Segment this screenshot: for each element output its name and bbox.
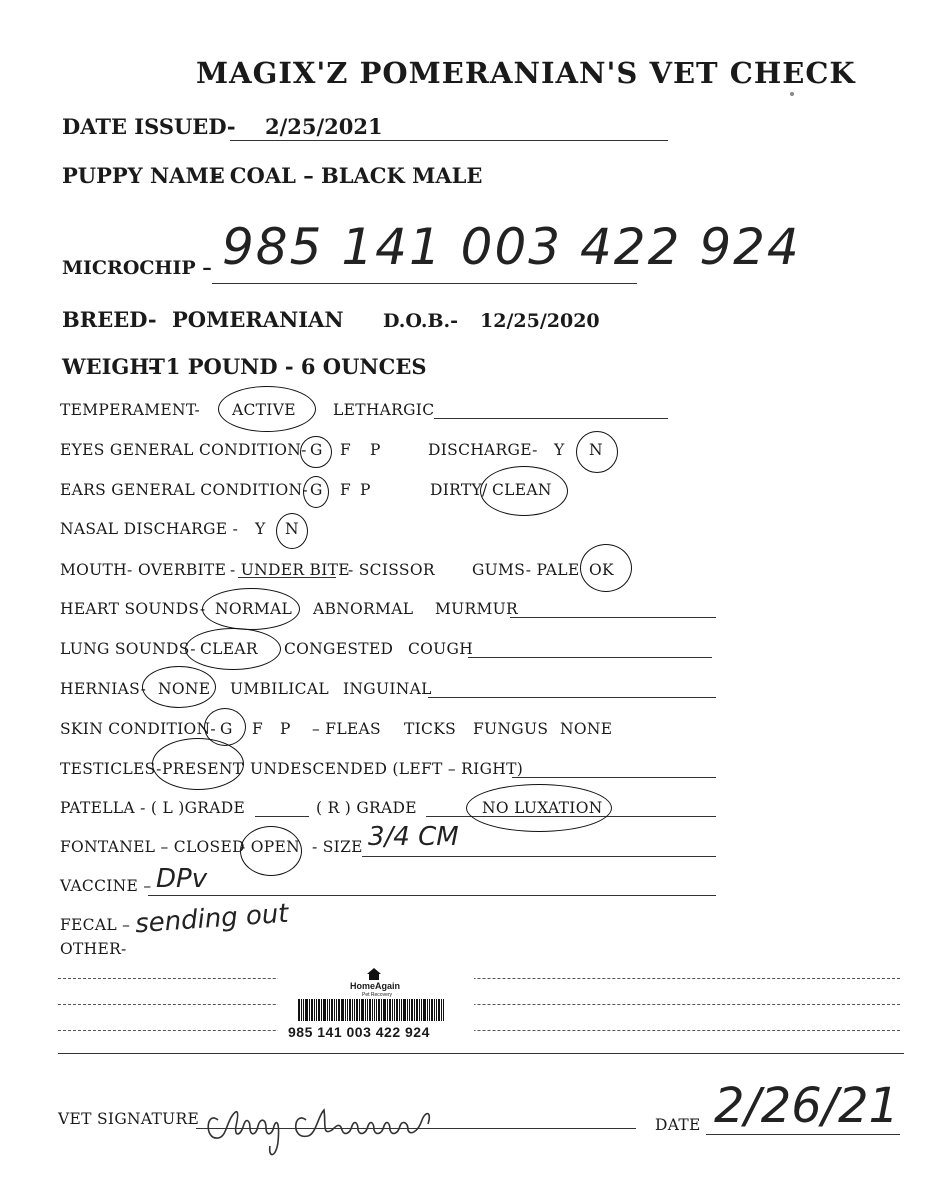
vaccine-label: VACCINE – bbox=[60, 877, 152, 895]
eyes-g: G bbox=[310, 441, 323, 459]
eyes-y: Y bbox=[554, 441, 565, 459]
other-line-3 bbox=[58, 1030, 900, 1031]
temperament-line bbox=[434, 418, 668, 419]
barcode-bar bbox=[314, 999, 315, 1021]
fontanel-size-handwritten: 3/4 CM bbox=[368, 822, 459, 852]
barcode-bar bbox=[303, 999, 304, 1021]
weight-value: – 1 POUND - 6 OUNCES bbox=[148, 354, 427, 379]
heart-abnormal: ABNORMAL bbox=[313, 600, 414, 618]
eyes-n-circle bbox=[576, 431, 618, 473]
date-handwritten: 2/26/21 bbox=[714, 1078, 900, 1134]
barcode-bar bbox=[403, 999, 406, 1021]
barcode-bar bbox=[298, 999, 300, 1021]
gums-ok: OK bbox=[589, 561, 614, 579]
gums-label: GUMS- PALE bbox=[472, 561, 580, 579]
eyes-n: N bbox=[589, 441, 603, 459]
barcode-bar bbox=[436, 999, 437, 1021]
skin-label: SKIN CONDITION- bbox=[60, 720, 216, 738]
ears-clean-circle bbox=[480, 466, 568, 516]
barcode-bar bbox=[376, 999, 377, 1021]
eyes-discharge: DISCHARGE- bbox=[428, 441, 538, 459]
other-label: OTHER- bbox=[60, 940, 127, 958]
fontanel-label: FONTANEL – CLOSED bbox=[60, 838, 245, 856]
barcode-bar bbox=[414, 999, 415, 1021]
mouth-label: MOUTH- bbox=[60, 561, 133, 579]
barcode-bar bbox=[347, 999, 348, 1021]
barcode-bar bbox=[352, 999, 353, 1021]
barcode-bar bbox=[361, 999, 364, 1021]
eyes-label: EYES GENERAL CONDITION- bbox=[60, 441, 307, 459]
microchip-label: MICROCHIP – bbox=[62, 257, 212, 279]
ears-dirty: DIRTY/ bbox=[430, 481, 488, 499]
temperament-active: ACTIVE bbox=[232, 401, 296, 419]
barcode-bar bbox=[336, 999, 337, 1021]
barcode-bar bbox=[394, 999, 395, 1021]
barcode-bar bbox=[416, 999, 418, 1021]
underbite-underline bbox=[238, 577, 336, 578]
lung-label: LUNG SOUNDS- bbox=[60, 640, 196, 658]
eyes-f: F bbox=[340, 441, 352, 459]
hernias-inguinal: INGUINAL bbox=[343, 680, 432, 698]
skin-fungus: FUNGUS bbox=[473, 720, 549, 738]
patella-left-line bbox=[255, 816, 309, 817]
weight-label: WEIGHT bbox=[62, 354, 165, 379]
barcode-bar bbox=[387, 999, 388, 1021]
skin-fleas: – FLEAS bbox=[312, 720, 381, 738]
barcode-bar bbox=[349, 999, 351, 1021]
ears-label: EARS GENERAL CONDITION- bbox=[60, 481, 308, 499]
nasal-y: Y bbox=[255, 520, 266, 538]
barcode-bar bbox=[441, 999, 442, 1021]
barcode-bar bbox=[356, 999, 358, 1021]
date-issued-value: 2/25/2021 bbox=[265, 114, 383, 139]
barcode-bar bbox=[301, 999, 302, 1021]
hernias-none-circle bbox=[142, 666, 216, 708]
heart-normal-circle bbox=[202, 588, 300, 630]
hernias-umbilical: UMBILICAL bbox=[230, 680, 329, 698]
heart-normal: NORMAL bbox=[215, 600, 293, 618]
fontanel-size: - SIZE bbox=[312, 838, 363, 856]
patella-right: ( R ) GRADE bbox=[316, 799, 417, 817]
hernias-line bbox=[428, 697, 716, 698]
testicles-present-circle bbox=[152, 738, 244, 790]
other-line-1 bbox=[58, 978, 900, 979]
heart-label: HEART SOUNDS- bbox=[60, 600, 206, 618]
testicles-label: TESTICLES- bbox=[60, 760, 162, 778]
barcode-bar bbox=[429, 999, 430, 1021]
heart-murmur: MURMUR bbox=[435, 600, 519, 618]
date-label: DATE bbox=[655, 1116, 701, 1134]
vaccine-handwritten: DPv bbox=[156, 864, 208, 894]
nasal-n-circle bbox=[276, 513, 308, 549]
microchip-handwritten: 985 141 003 422 924 bbox=[222, 218, 801, 276]
barcode-bar bbox=[372, 999, 373, 1021]
other-bottom-rule bbox=[58, 1053, 904, 1054]
barcode-bar bbox=[365, 999, 366, 1021]
noluxation-circle bbox=[466, 784, 612, 832]
lung-line bbox=[468, 657, 712, 658]
date-issued-line bbox=[230, 140, 668, 141]
barcode-bar bbox=[323, 999, 326, 1021]
barcode-bar bbox=[345, 999, 346, 1021]
skin-g: G bbox=[220, 720, 233, 738]
lung-clear-circle bbox=[185, 628, 281, 670]
testicles-present: PRESENT bbox=[162, 760, 244, 778]
barcode-bar bbox=[309, 999, 310, 1021]
sticker-barcode bbox=[298, 999, 445, 1021]
fontanel-line bbox=[362, 856, 716, 857]
fecal-label: FECAL – bbox=[60, 916, 131, 934]
barcode-bar bbox=[383, 999, 386, 1021]
ears-g: G bbox=[310, 481, 323, 499]
barcode-bar bbox=[389, 999, 391, 1021]
barcode-bar bbox=[331, 999, 333, 1021]
barcode-bar bbox=[399, 999, 400, 1021]
barcode-bar bbox=[367, 999, 368, 1021]
barcode-bar bbox=[411, 999, 413, 1021]
skin-none: NONE bbox=[560, 720, 613, 738]
eyes-p: P bbox=[370, 441, 381, 459]
barcode-bar bbox=[378, 999, 380, 1021]
lung-cough: COUGH bbox=[408, 640, 474, 658]
barcode-bar bbox=[334, 999, 335, 1021]
barcode-bar bbox=[341, 999, 344, 1021]
temperament-label: TEMPERAMENT- bbox=[60, 401, 201, 419]
temperament-lethargic: LETHARGIC bbox=[333, 401, 435, 419]
testicles-line bbox=[512, 777, 716, 778]
other-line-2 bbox=[58, 1004, 900, 1005]
house-icon bbox=[366, 967, 382, 981]
barcode-bar bbox=[419, 999, 420, 1021]
gums-ok-circle bbox=[580, 544, 632, 592]
vet-signature-label: VET SIGNATURE bbox=[58, 1110, 200, 1128]
nasal-label: NASAL DISCHARGE - bbox=[60, 520, 239, 538]
barcode-bar bbox=[329, 999, 330, 1021]
mouth-overbite: OVERBITE bbox=[138, 561, 227, 579]
microchip-sticker bbox=[278, 965, 474, 1047]
barcode-bar bbox=[321, 999, 322, 1021]
page-title: MAGIX'Z POMERANIAN'S VET CHECK bbox=[196, 56, 856, 90]
mouth-scissor: - SCISSOR bbox=[348, 561, 435, 579]
barcode-bar bbox=[396, 999, 398, 1021]
fontanel-open: - OPEN bbox=[240, 838, 300, 856]
barcode-bar bbox=[381, 999, 382, 1021]
barcode-bar bbox=[311, 999, 313, 1021]
breed-value: POMERANIAN bbox=[172, 307, 344, 332]
dob-value: 12/25/2020 bbox=[480, 310, 600, 332]
patella-label: PATELLA - ( L )GRADE bbox=[60, 799, 246, 817]
ears-g-circle bbox=[303, 476, 329, 508]
microchip-line bbox=[212, 283, 637, 284]
breed-label: BREED- bbox=[62, 307, 157, 332]
lung-congested: CONGESTED bbox=[284, 640, 394, 658]
barcode-bar bbox=[318, 999, 320, 1021]
barcode-bar bbox=[409, 999, 410, 1021]
puppy-name-value: – COAL – BLACK MALE bbox=[212, 163, 483, 188]
lung-clear: CLEAR bbox=[200, 640, 258, 658]
hernias-none: NONE bbox=[158, 680, 211, 698]
barcode-bar bbox=[427, 999, 428, 1021]
ears-clean: CLEAN bbox=[492, 481, 552, 499]
barcode-bar bbox=[434, 999, 435, 1021]
nasal-n: N bbox=[285, 520, 299, 538]
barcode-bar bbox=[421, 999, 422, 1021]
scan-speck bbox=[790, 92, 794, 96]
barcode-bar bbox=[401, 999, 402, 1021]
barcode-bar bbox=[423, 999, 426, 1021]
puppy-name-label: PUPPY NAME bbox=[62, 163, 225, 188]
ears-p: P bbox=[360, 481, 371, 499]
skin-p: P bbox=[280, 720, 291, 738]
barcode-bar bbox=[305, 999, 308, 1021]
date-issued-label: DATE ISSUED- bbox=[62, 114, 236, 139]
skin-f: F bbox=[252, 720, 264, 738]
barcode-bar bbox=[316, 999, 317, 1021]
vet-signature-handwritten bbox=[196, 1080, 456, 1160]
sticker-sub: Pet Recovery bbox=[362, 992, 393, 998]
barcode-bar bbox=[443, 999, 444, 1021]
eyes-g-circle bbox=[300, 436, 332, 468]
barcode-bar bbox=[392, 999, 393, 1021]
mouth-underbite: - UNDER BITE bbox=[230, 561, 350, 579]
barcode-bar bbox=[431, 999, 433, 1021]
barcode-bar bbox=[338, 999, 340, 1021]
barcode-bar bbox=[354, 999, 355, 1021]
testicles-undescended: UNDESCENDED (LEFT – RIGHT) bbox=[250, 760, 524, 778]
skin-ticks: TICKS bbox=[404, 720, 457, 738]
vaccine-line bbox=[148, 895, 716, 896]
sticker-number: 985 141 003 422 924 bbox=[288, 1024, 430, 1040]
barcode-bar bbox=[359, 999, 360, 1021]
barcode-bar bbox=[374, 999, 375, 1021]
barcode-bar bbox=[369, 999, 371, 1021]
hernias-label: HERNIAS- bbox=[60, 680, 147, 698]
sticker-brand: HomeAgain bbox=[350, 981, 401, 991]
dob-label: D.O.B.- bbox=[383, 310, 459, 332]
active-circle bbox=[218, 386, 316, 432]
ears-f: F bbox=[340, 481, 352, 499]
heart-line bbox=[510, 617, 716, 618]
barcode-bar bbox=[327, 999, 328, 1021]
fecal-handwritten: sending out bbox=[134, 898, 290, 940]
barcode-bar bbox=[438, 999, 440, 1021]
date-line bbox=[706, 1134, 900, 1135]
barcode-bar bbox=[407, 999, 408, 1021]
patella-noluxation: NO LUXATION bbox=[482, 799, 603, 817]
fontanel-open-circle bbox=[240, 826, 302, 876]
